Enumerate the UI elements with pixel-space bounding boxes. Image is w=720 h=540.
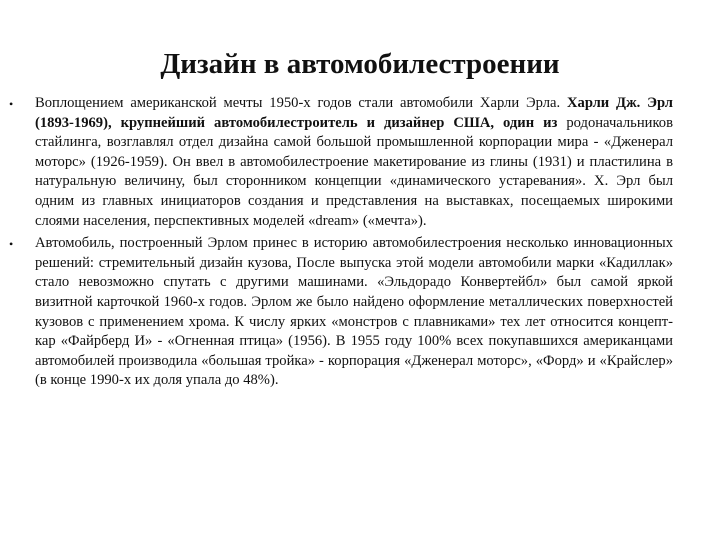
bullet-item [0,234,720,391]
bullet-text-bold: Харли Дж. Эрл (1893-1969), крупнейший автомобилестроитель и дизайнер США, один из [35,95,673,131]
bullet-text [35,94,673,231]
bullet-text: Автомобиль, построенный Эрлом принес в историю автомобилестроения несколько инновационных решений: стремительный дизайн кузова, После выпуска этой модели автомобили марки «Кадиллак» стало невозможно спутать с другими машинами. «Эльдорадо Конвертейбл» был самой яркой визитной карточкой 1960-х годов. Эрлом же было найдено оформление металлических поверхностей кузовов с применением хрома. К числу ярких «монстров с плавниками» тех лет относится концепт-кар «Файрберд И» - «Огненная птица» (1956). В 1955 году 100% всех покупавшихся американцами автомобилей производила «большая тройка» - корпорация «Дженерал моторс», «Форд» и «Крайслер» (в конце 1990-х их доля упала до 48%). [35,235,673,389]
bullet-text-intro: Воплощением американской мечты 1950-х годов стали автомобили Харли Эрла. [35,95,567,111]
slide-title: Дизайн в автомобилестроении [160,48,560,80]
bullet-marker: • [9,97,14,111]
bullet-marker: • [9,237,14,252]
bullet-text-continuation: родоначальников стайлинга, возглавлял отдел дизайна самой большой промышленной корпорации мира - «Дженерал моторс» (1926-1959). Он ввел в автомобилестроение макетирование из глины (1931) и пластилина в натуральную величину, был сторонником концепции «динамического устаревания». Х. Эрл был одним из главных инициаторов создания и представления на выставках, посещаемых широкими слоями населения, перспективных моделей «dream» («мечта»). [35,114,673,229]
bullet-item [0,94,720,231]
bullet-list [0,94,720,394]
